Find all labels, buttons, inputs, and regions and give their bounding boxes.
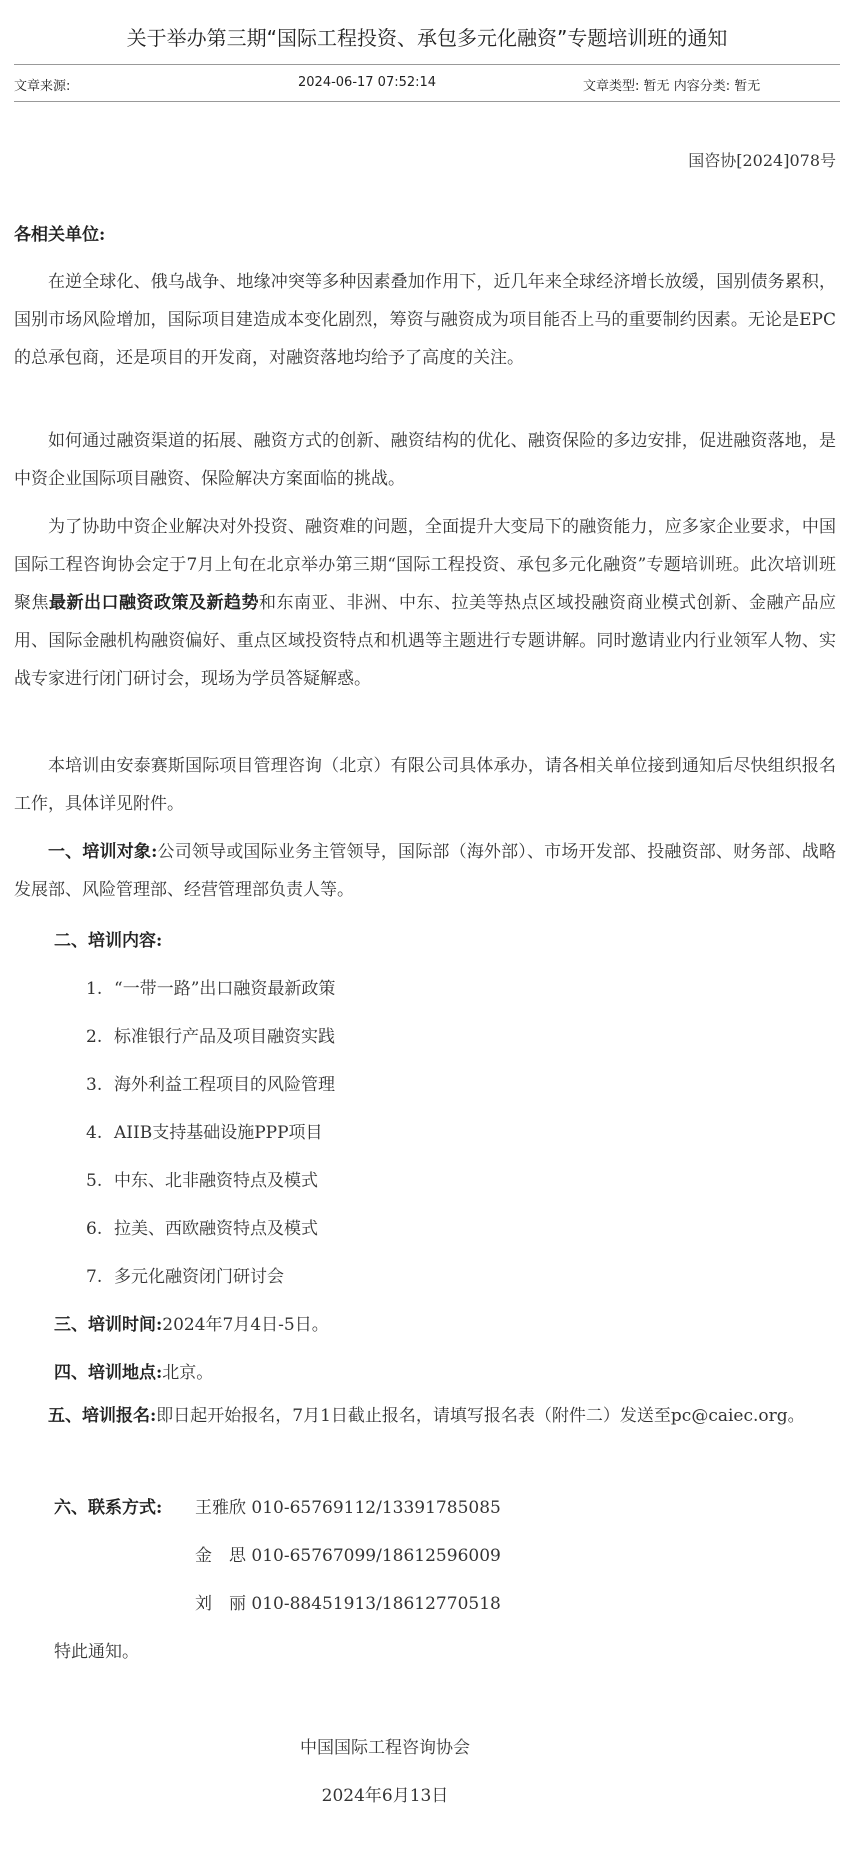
type-value: 暂无 bbox=[643, 79, 670, 94]
section-registration-heading: 五、培训报名: bbox=[48, 1406, 157, 1426]
section-trainees bbox=[14, 833, 836, 909]
article-datetime: 2024-06-17 07:52:14 bbox=[298, 75, 437, 90]
content-item: 3. 海外利益工程项目的风险管理 bbox=[86, 1075, 335, 1095]
section-contacts bbox=[54, 1493, 162, 1518]
content-item: 2. 标准银行产品及项目融资实践 bbox=[86, 1027, 335, 1047]
article-type bbox=[583, 75, 760, 94]
section-time bbox=[54, 1310, 329, 1335]
type-label: 文章类型: bbox=[583, 79, 640, 94]
paragraph-3-highlight: 最新出口融资政策及新趋势 bbox=[49, 593, 259, 613]
section-content bbox=[54, 926, 162, 951]
paragraph-3-part-a: 为了协助中资企业解决对外投资、融资难的问题，全面提升大变局下的融资能力，应多家企业要求，中国国际工程咨询协会定于7月上旬在北京举办第三期“国际工程投资、承包多元化融资”专题培训班。此次培训班聚焦 bbox=[14, 517, 836, 613]
document-number: 国咨协[2024]078号 bbox=[688, 151, 836, 170]
paragraph-3 bbox=[14, 508, 836, 698]
paragraph-4: 本培训由安泰赛斯国际项目管理咨询（北京）有限公司具体承办，请各相关单位接到通知后尽快组织报名工作，具体详见附件。 bbox=[14, 756, 836, 814]
contact-line: 刘 丽 010-88451913/18612770518 bbox=[195, 1594, 501, 1614]
contact-line: 金 思 010-65767099/18612596009 bbox=[195, 1546, 501, 1566]
paragraph-1: 在逆全球化、俄乌战争、地缘冲突等多种因素叠加作用下，近几年来全球经济增长放缓，国别债务累积，国别市场风险增加，国际项目建造成本变化剧烈，筹资与融资成为项目能否上马的重要制约因素。无论是EPC的总承包商，还是项目的开发商，对融资落地均给予了高度的关注。 bbox=[14, 272, 836, 368]
signature-date: 2024年6月13日 bbox=[321, 1786, 449, 1806]
source-label: 文章来源: bbox=[14, 79, 71, 94]
section-content-heading: 二、培训内容: bbox=[54, 931, 163, 951]
section-location-heading: 四、培训地点: bbox=[54, 1363, 163, 1383]
category-label: 内容分类: bbox=[673, 79, 731, 94]
article-source bbox=[14, 75, 70, 94]
meta-divider bbox=[14, 101, 840, 102]
section-time-heading: 三、培训时间: bbox=[54, 1315, 163, 1335]
content-item: 5. 中东、北非融资特点及模式 bbox=[86, 1171, 318, 1191]
closing-remark: 特此通知。 bbox=[54, 1642, 139, 1662]
section-trainees-body: 公司领导或国际业务主管领导，国际部（海外部）、市场开发部、投融资部、财务部、战略发展部、风险管理部、经营管理部负责人等。 bbox=[14, 842, 837, 900]
content-item: 1. “一带一路”出口融资最新政策 bbox=[86, 979, 336, 999]
content-item: 6. 拉美、西欧融资特点及模式 bbox=[86, 1219, 318, 1239]
signature-organization: 中国国际工程咨询协会 bbox=[300, 1738, 470, 1758]
section-registration-body: 即日起开始报名，7月1日截止报名，请填写报名表（附件二）发送至pc@caiec.org。 bbox=[156, 1406, 805, 1426]
paragraph-2: 如何通过融资渠道的拓展、融资方式的创新、融资结构的优化、融资保险的多边安排，促进融资落地，是中资企业国际项目融资、保险解决方案面临的挑战。 bbox=[14, 431, 836, 489]
salutation: 各相关单位: bbox=[14, 225, 106, 245]
section-location bbox=[54, 1358, 213, 1383]
content-item: 4. AIIB支持基础设施PPP项目 bbox=[86, 1123, 323, 1143]
section-time-body: 2024年7月4日-5日。 bbox=[162, 1315, 329, 1335]
section-contacts-heading: 六、联系方式: bbox=[54, 1498, 163, 1518]
article-title: 关于举办第三期“国际工程投资、承包多元化融资”专题培训班的通知 bbox=[126, 26, 728, 50]
section-location-body: 北京。 bbox=[162, 1363, 214, 1383]
section-registration bbox=[14, 1397, 836, 1435]
top-divider bbox=[14, 64, 840, 65]
content-item: 7. 多元化融资闭门研讨会 bbox=[86, 1267, 284, 1287]
paragraph-3-part-b: 和东南亚、非洲、中东、拉美等热点区域投融资商业模式创新、金融产品应用、国际金融机构融资偏好、重点区域投资特点和机遇等主题进行专题讲解。同时邀请业内行业领军人物、实战专家进行闭门研讨会，现场为学员答疑解惑。 bbox=[14, 593, 836, 689]
section-trainees-heading: 一、培训对象: bbox=[48, 842, 158, 862]
contact-line: 王雅欣 010-65769112/13391785085 bbox=[195, 1498, 501, 1518]
category-value: 暂无 bbox=[734, 79, 761, 94]
